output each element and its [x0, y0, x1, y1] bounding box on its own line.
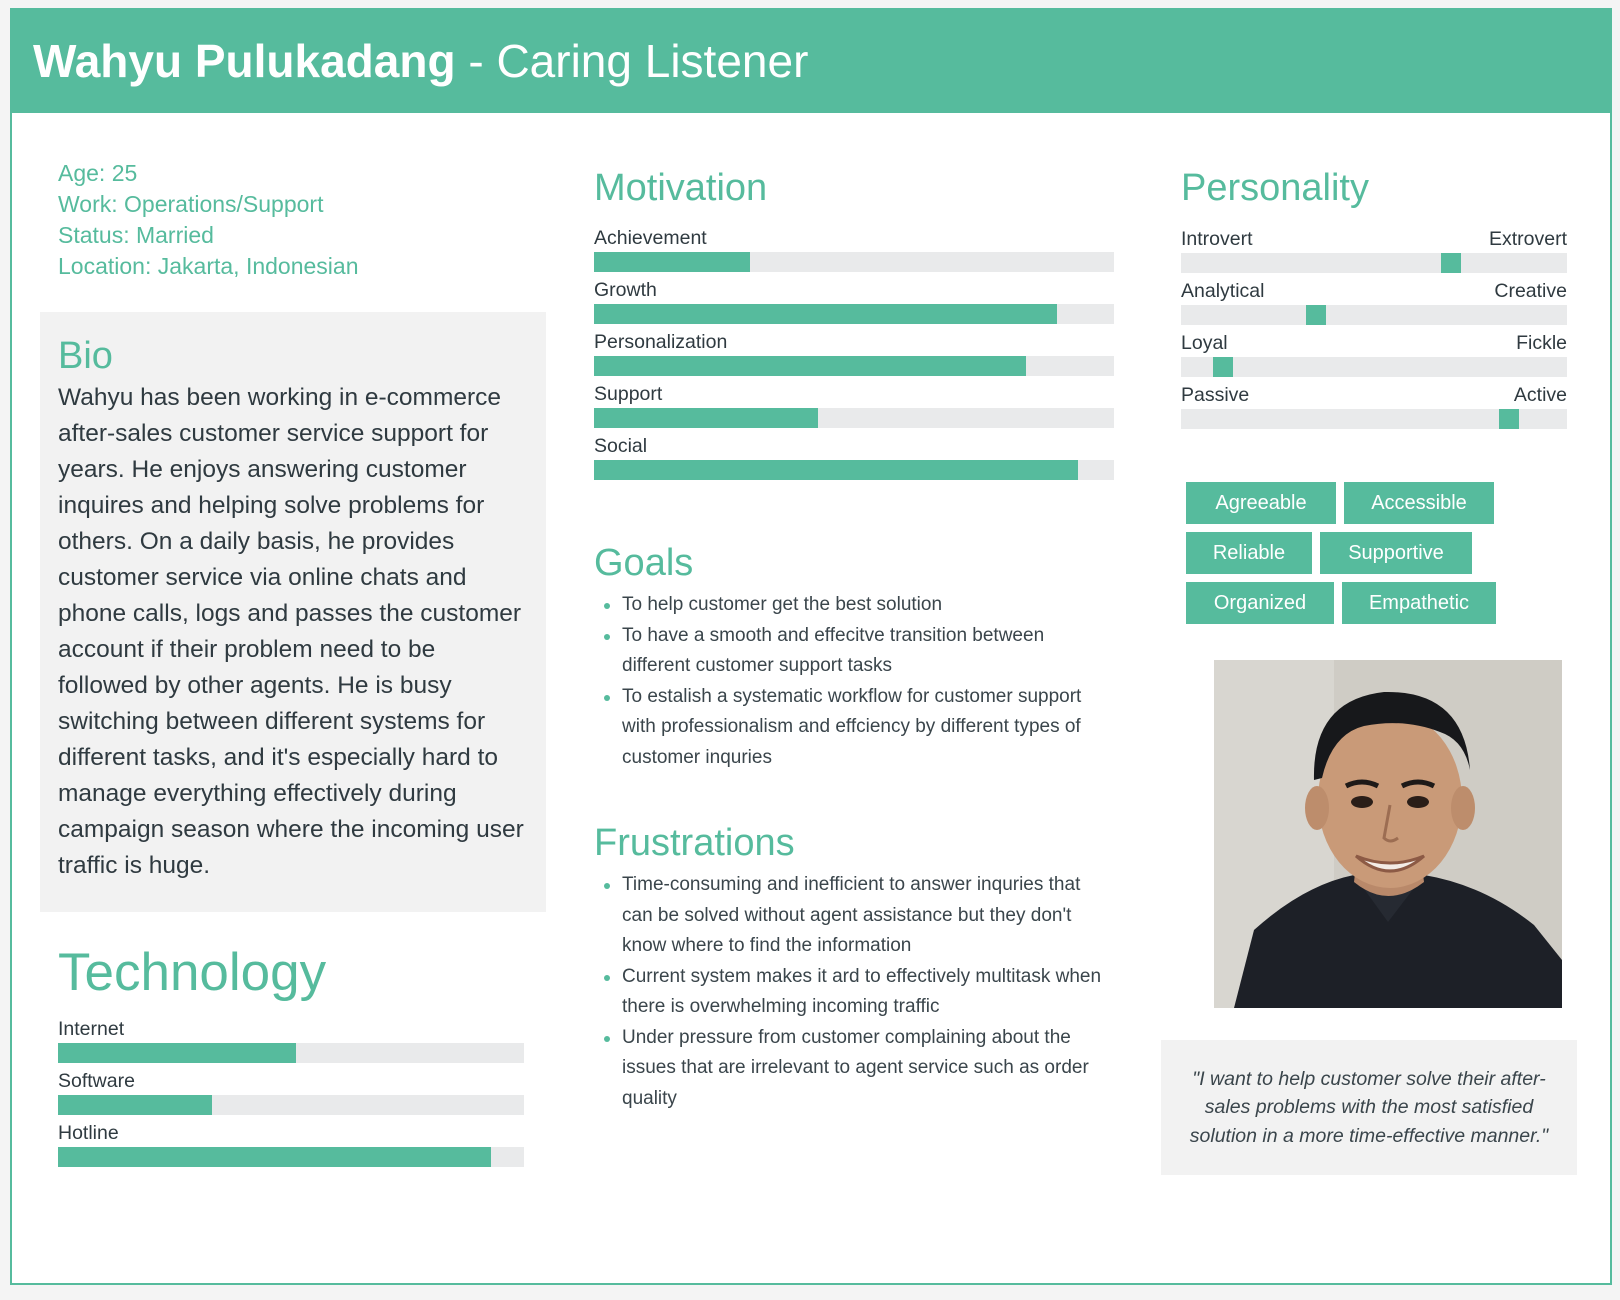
trait-tag-row — [1186, 582, 1546, 624]
motivation-bar-personalization — [594, 330, 1114, 382]
motivation-bar-label: Growth — [594, 279, 657, 301]
frustration-item: Current system makes it ard to effectively multitask when there is overwhelming incoming traffic — [594, 962, 1114, 1023]
motivation-bar-track — [594, 460, 1114, 480]
personality-sliders — [1181, 227, 1567, 435]
personality-slider-track — [1181, 253, 1567, 273]
personality-slider-labels — [1181, 383, 1567, 407]
motivation-bar-track — [594, 252, 1114, 272]
technology-bar-track — [58, 1043, 524, 1063]
technology-bar-label: Software — [58, 1070, 135, 1092]
technology-bar-label: Internet — [58, 1018, 125, 1040]
trait-tag-agreeable: Agreeable — [1186, 482, 1336, 524]
persona-photo — [1214, 660, 1562, 1008]
technology-bar-track — [58, 1147, 524, 1167]
technology-bar-fill — [58, 1043, 296, 1063]
personality-left-label: Analytical — [1181, 280, 1265, 302]
goals-title: Goals — [594, 542, 694, 584]
motivation-bars — [594, 226, 1114, 486]
motivation-bar-fill — [594, 460, 1078, 480]
personality-slider-track — [1181, 305, 1567, 325]
technology-bar-software — [58, 1069, 524, 1121]
personality-slider-marker — [1213, 357, 1233, 377]
technology-bar-track — [58, 1095, 524, 1115]
motivation-title: Motivation — [594, 167, 768, 209]
trait-tag-row — [1186, 482, 1546, 524]
personality-slider-introvert-extrovert — [1181, 227, 1567, 279]
goal-item: To have a smooth and effecitve transition between different customer support tasks — [594, 621, 1114, 682]
motivation-bar-label: Social — [594, 435, 648, 457]
trait-tag-accessible: Accessible — [1344, 482, 1494, 524]
technology-title: Technology — [58, 943, 327, 1002]
personality-title: Personality — [1181, 167, 1369, 209]
technology-bar-internet — [58, 1017, 524, 1069]
motivation-bar-track — [594, 408, 1114, 428]
personality-left-label: Introvert — [1181, 228, 1253, 250]
personality-right-label: Creative — [1494, 280, 1567, 302]
work-text: Work: Operations/Support — [58, 191, 324, 217]
bio-text: Wahyu has been working in e-commerce after-sales customer service support for years. He enjoys answering customer inquires and helping solve problems for others. On a daily basis, he provides customer service via online chats and phone calls, logs and passes the customer account if their problem need to be followed by other agents. He is busy switching between different systems for different tasks, and it's especially hard to manage everything effectively during campaign season where the incoming user traffic is huge. — [58, 384, 524, 879]
trait-tags — [1186, 482, 1546, 632]
personality-slider-labels — [1181, 279, 1567, 303]
trait-tag-reliable: Reliable — [1186, 532, 1312, 574]
trait-tag-supportive: Supportive — [1320, 532, 1472, 574]
goal-item: To help customer get the best solution — [594, 590, 1114, 621]
motivation-bar-support — [594, 382, 1114, 434]
goals-list — [594, 590, 1114, 773]
technology-bar-hotline — [58, 1121, 524, 1173]
bio-panel — [40, 312, 546, 912]
motivation-bar-growth — [594, 278, 1114, 330]
age-text: Age: 25 — [58, 160, 138, 186]
personality-left-label: Passive — [1181, 384, 1250, 406]
trait-tag-empathetic: Empathetic — [1342, 582, 1496, 624]
personality-slider-marker — [1306, 305, 1326, 325]
motivation-bar-fill — [594, 304, 1057, 324]
frustration-item: Under pressure from customer complaining about the issues that are irrelevant to agent service such as order quality — [594, 1023, 1114, 1115]
personality-slider-passive-active — [1181, 383, 1567, 435]
personality-slider-track — [1181, 409, 1567, 429]
motivation-bar-label: Achievement — [594, 227, 707, 249]
personality-right-label: Fickle — [1516, 332, 1567, 354]
persona-name: Wahyu Pulukadang — [33, 35, 456, 87]
technology-bar-fill — [58, 1095, 212, 1115]
persona-header — [12, 10, 1610, 113]
motivation-bar-label: Personalization — [594, 331, 728, 353]
motivation-bar-fill — [594, 356, 1026, 376]
frustration-item: Time-consuming and inefficient to answer inquries that can be solved without agent assistance but they don't know where to find the information — [594, 870, 1114, 962]
trait-tag-row — [1186, 532, 1546, 574]
title-separator: - — [455, 35, 497, 87]
motivation-bar-track — [594, 304, 1114, 324]
motivation-bar-track — [594, 356, 1114, 376]
technology-bar-fill — [58, 1147, 491, 1167]
frustrations-title: Frustrations — [594, 822, 795, 864]
persona-quote: "I want to help customer solve their after-sales problems with the most satisfied solution in a more time-effective manner." — [1161, 1040, 1577, 1175]
bio-title: Bio — [58, 335, 113, 377]
personality-slider-loyal-fickle — [1181, 331, 1567, 383]
motivation-bar-social — [594, 434, 1114, 486]
persona-role: Caring Listener — [496, 35, 809, 87]
motivation-bar-label: Support — [594, 383, 663, 405]
technology-bars — [58, 1017, 524, 1173]
status-text: Status: Married — [58, 222, 214, 248]
personality-slider-labels — [1181, 227, 1567, 251]
motivation-bar-fill — [594, 408, 818, 428]
portrait-image — [1214, 660, 1562, 1008]
personality-right-label: Extrovert — [1488, 228, 1567, 250]
personality-slider-track — [1181, 357, 1567, 377]
goal-item: To estalish a systematic workflow for customer support with professionalism and effciency by different types of customer inquries — [594, 682, 1114, 774]
personality-slider-marker — [1441, 253, 1461, 273]
technology-bar-label: Hotline — [58, 1122, 119, 1144]
motivation-bar-fill — [594, 252, 750, 272]
personality-slider-marker — [1499, 409, 1519, 429]
trait-tag-organized: Organized — [1186, 582, 1334, 624]
motivation-bar-achievement — [594, 226, 1114, 278]
personality-left-label: Loyal — [1181, 332, 1228, 354]
personality-right-label: Active — [1513, 384, 1567, 406]
persona-card — [10, 8, 1612, 1285]
location-text: Location: Jakarta, Indonesian — [58, 253, 359, 279]
personality-slider-labels — [1181, 331, 1567, 355]
frustrations-list — [594, 870, 1114, 1114]
demographics — [58, 158, 358, 282]
personality-slider-analytical-creative — [1181, 279, 1567, 331]
